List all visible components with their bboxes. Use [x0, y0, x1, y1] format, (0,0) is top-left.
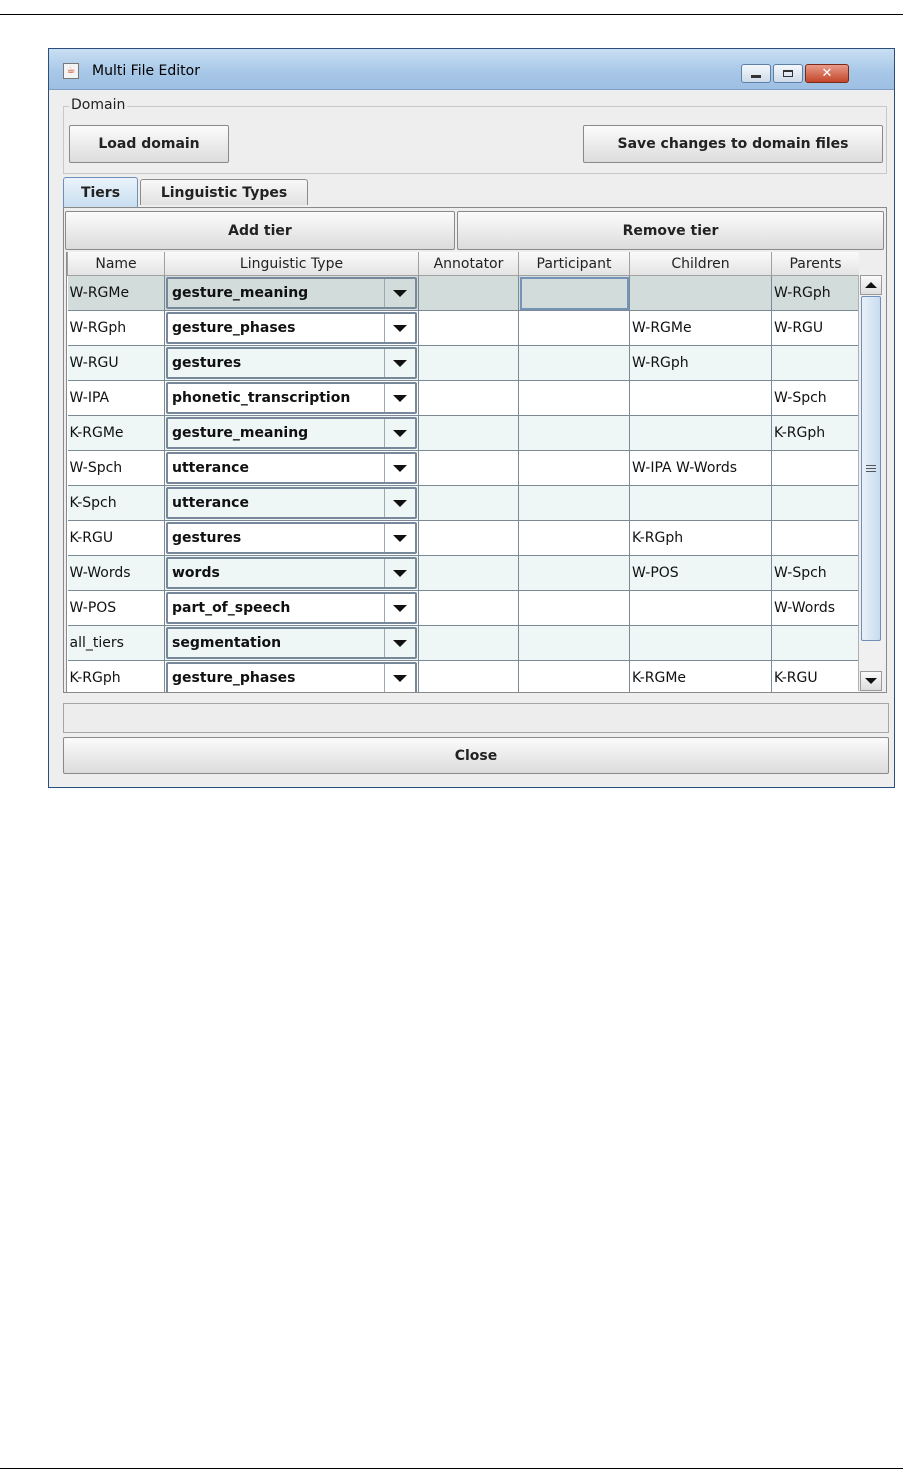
cell-participant[interactable] — [519, 591, 630, 626]
cell-annotator[interactable] — [419, 416, 519, 451]
cell-name[interactable]: W-POS — [68, 591, 165, 626]
cell-parents[interactable]: W-Words — [772, 591, 860, 626]
save-domain-button[interactable]: Save changes to domain files — [583, 125, 883, 163]
linguistic-type-dropdown[interactable] — [166, 662, 417, 692]
linguistic-type-value: words — [172, 565, 220, 581]
chevron-down-icon — [393, 430, 407, 437]
dropdown-arrow-button[interactable] — [384, 594, 415, 622]
cell-annotator[interactable] — [419, 626, 519, 661]
chevron-down-icon — [393, 360, 407, 367]
tiers-table — [66, 252, 859, 692]
linguistic-type-value: gestures — [172, 530, 242, 546]
cell-children[interactable] — [630, 626, 772, 661]
cell-children[interactable] — [630, 416, 772, 451]
cell-participant[interactable] — [519, 661, 630, 693]
grip-icon — [866, 465, 876, 472]
cell-name[interactable]: K-Spch — [68, 486, 165, 521]
status-bar — [63, 703, 889, 733]
linguistic-type-dropdown[interactable] — [166, 347, 417, 379]
tab-tiers[interactable]: Tiers — [63, 177, 138, 207]
cell-annotator[interactable] — [419, 276, 519, 311]
cell-children[interactable] — [630, 591, 772, 626]
table-vertical-scrollbar[interactable] — [858, 275, 884, 691]
table-header-row — [68, 252, 860, 276]
cell-parents[interactable]: W-RGph — [772, 276, 860, 311]
dropdown-arrow-button[interactable] — [384, 314, 415, 342]
table-row[interactable] — [68, 416, 860, 451]
close-icon: ✕ — [821, 66, 833, 81]
chevron-down-icon — [393, 535, 407, 542]
linguistic-type-value: segmentation — [172, 635, 282, 651]
cell-annotator[interactable] — [419, 486, 519, 521]
cell-children[interactable]: W-POS — [630, 556, 772, 591]
cell-annotator[interactable] — [419, 521, 519, 556]
cell-parents[interactable] — [772, 521, 860, 556]
cell-linguistic-type[interactable] — [165, 556, 419, 591]
table-row[interactable] — [68, 661, 860, 693]
maximize-icon — [783, 70, 793, 77]
chevron-down-icon — [393, 395, 407, 402]
linguistic-type-value: gesture_phases — [172, 670, 296, 686]
cell-linguistic-type[interactable] — [165, 276, 419, 311]
cell-participant[interactable] — [519, 521, 630, 556]
cell-parents[interactable] — [772, 451, 860, 486]
cell-children[interactable]: K-RGMe — [630, 661, 772, 693]
cell-children[interactable] — [630, 276, 772, 311]
cell-linguistic-type[interactable] — [165, 451, 419, 486]
dropdown-arrow-button[interactable] — [384, 384, 415, 412]
linguistic-type-value: gestures — [172, 355, 242, 371]
chevron-down-icon — [393, 465, 407, 472]
table-body — [68, 276, 860, 693]
cell-parents[interactable] — [772, 346, 860, 381]
cell-participant[interactable] — [519, 556, 630, 591]
cell-name[interactable]: W-IPA — [68, 381, 165, 416]
cell-children[interactable] — [630, 381, 772, 416]
domain-legend: Domain — [71, 97, 126, 113]
dropdown-arrow-button[interactable] — [384, 559, 415, 587]
cell-parents[interactable]: W-Spch — [772, 556, 860, 591]
linguistic-type-dropdown[interactable] — [166, 312, 417, 344]
cell-participant[interactable] — [519, 381, 630, 416]
table-row[interactable] — [68, 346, 860, 381]
chevron-down-icon — [393, 290, 407, 297]
cell-participant[interactable] — [519, 486, 630, 521]
column-header-children[interactable]: Children — [630, 252, 772, 276]
dropdown-arrow-button[interactable] — [384, 279, 415, 307]
remove-tier-button[interactable]: Remove tier — [457, 211, 884, 250]
table-row[interactable] — [68, 521, 860, 556]
cell-linguistic-type[interactable] — [165, 311, 419, 346]
dropdown-arrow-button[interactable] — [384, 664, 415, 692]
column-header-participant[interactable]: Participant — [519, 252, 630, 276]
cell-parents[interactable] — [772, 626, 860, 661]
cell-participant[interactable] — [519, 311, 630, 346]
cell-annotator[interactable] — [419, 346, 519, 381]
scroll-thumb[interactable] — [861, 296, 881, 641]
chevron-down-icon — [393, 570, 407, 577]
cell-parents[interactable]: W-RGU — [772, 311, 860, 346]
cell-parents[interactable]: K-RGph — [772, 416, 860, 451]
cell-name[interactable]: W-RGph — [68, 311, 165, 346]
tab-linguistic-types[interactable]: Linguistic Types — [140, 179, 308, 205]
linguistic-type-value: gesture_meaning — [172, 425, 309, 441]
scroll-down-button[interactable] — [860, 671, 882, 691]
table-row[interactable] — [68, 626, 860, 661]
cell-children[interactable]: W-IPA W-Words — [630, 451, 772, 486]
linguistic-type-dropdown[interactable] — [166, 277, 417, 309]
cell-name[interactable]: W-RGMe — [68, 276, 165, 311]
linguistic-type-value: part_of_speech — [172, 600, 291, 616]
table-row[interactable] — [68, 381, 860, 416]
minimize-icon — [751, 75, 761, 78]
cell-participant[interactable] — [519, 451, 630, 486]
cell-linguistic-type[interactable] — [165, 661, 419, 693]
cell-name[interactable]: K-RGU — [68, 521, 165, 556]
chevron-down-icon — [393, 325, 407, 332]
cell-name[interactable]: all_tiers — [68, 626, 165, 661]
cell-children[interactable]: K-RGph — [630, 521, 772, 556]
minimize-button[interactable] — [741, 64, 771, 83]
linguistic-type-dropdown[interactable] — [166, 487, 417, 519]
cell-children[interactable]: W-RGMe — [630, 311, 772, 346]
linguistic-type-value: phonetic_transcription — [172, 390, 351, 406]
cell-parents[interactable] — [772, 486, 860, 521]
linguistic-type-dropdown[interactable] — [166, 522, 417, 554]
cell-participant[interactable] — [519, 626, 630, 661]
linguistic-type-value: utterance — [172, 460, 249, 476]
chevron-down-icon — [393, 675, 407, 682]
cell-annotator[interactable] — [419, 591, 519, 626]
linguistic-type-dropdown[interactable] — [166, 627, 417, 659]
cell-linguistic-type[interactable] — [165, 626, 419, 661]
cell-participant[interactable] — [519, 416, 630, 451]
dropdown-arrow-button[interactable] — [384, 629, 415, 657]
maximize-button[interactable] — [773, 64, 803, 83]
window-title: Multi File Editor — [92, 63, 200, 79]
page-bottom-rule — [0, 1468, 903, 1469]
cell-annotator[interactable] — [419, 451, 519, 486]
cell-name[interactable]: W-Spch — [68, 451, 165, 486]
cell-annotator[interactable] — [419, 381, 519, 416]
close-button[interactable]: Close — [63, 737, 889, 774]
cell-parents[interactable]: K-RGU — [772, 661, 860, 693]
table-row[interactable] — [68, 276, 860, 311]
cell-name[interactable]: W-RGU — [68, 346, 165, 381]
table-row[interactable] — [68, 556, 860, 591]
chevron-down-icon — [393, 640, 407, 647]
linguistic-type-dropdown[interactable] — [166, 592, 417, 624]
chevron-up-icon — [865, 282, 877, 288]
cell-children[interactable] — [630, 486, 772, 521]
cell-linguistic-type[interactable] — [165, 486, 419, 521]
linguistic-type-value: gesture_meaning — [172, 285, 309, 301]
cell-linguistic-type[interactable] — [165, 346, 419, 381]
dropdown-arrow-button[interactable] — [384, 454, 415, 482]
cell-linguistic-type[interactable] — [165, 591, 419, 626]
linguistic-type-value: gesture_phases — [172, 320, 296, 336]
linguistic-type-dropdown[interactable] — [166, 417, 417, 449]
scroll-up-button[interactable] — [860, 275, 882, 295]
column-header-annotator[interactable]: Annotator — [419, 252, 519, 276]
cell-annotator[interactable] — [419, 556, 519, 591]
add-tier-button[interactable]: Add tier — [65, 211, 455, 250]
dropdown-arrow-button[interactable] — [384, 419, 415, 447]
cell-name[interactable]: K-RGph — [68, 661, 165, 693]
title-bar[interactable] — [49, 49, 894, 90]
cell-linguistic-type[interactable] — [165, 521, 419, 556]
chevron-down-icon — [393, 605, 407, 612]
page-top-rule — [0, 14, 903, 15]
dropdown-arrow-button[interactable] — [384, 524, 415, 552]
cell-participant[interactable] — [519, 276, 630, 311]
linguistic-type-dropdown[interactable] — [166, 557, 417, 589]
cell-name[interactable]: K-RGMe — [68, 416, 165, 451]
table-row[interactable] — [68, 591, 860, 626]
cell-participant[interactable] — [519, 346, 630, 381]
table-row[interactable] — [68, 311, 860, 346]
cell-parents[interactable]: W-Spch — [772, 381, 860, 416]
linguistic-type-value: utterance — [172, 495, 249, 511]
cell-annotator[interactable] — [419, 661, 519, 693]
linguistic-type-dropdown[interactable] — [166, 452, 417, 484]
close-window-button[interactable] — [805, 64, 849, 83]
cell-annotator[interactable] — [419, 311, 519, 346]
load-domain-button[interactable]: Load domain — [69, 125, 229, 163]
dropdown-arrow-button[interactable] — [384, 489, 415, 517]
table-row[interactable] — [68, 486, 860, 521]
linguistic-type-dropdown[interactable] — [166, 382, 417, 414]
java-cup-icon: ☕ — [63, 63, 79, 79]
column-header-linguistic-type[interactable]: Linguistic Type — [165, 252, 419, 276]
chevron-down-icon — [865, 678, 877, 684]
cell-linguistic-type[interactable] — [165, 381, 419, 416]
table-row[interactable] — [68, 451, 860, 486]
cell-linguistic-type[interactable] — [165, 416, 419, 451]
chevron-down-icon — [393, 500, 407, 507]
dropdown-arrow-button[interactable] — [384, 349, 415, 377]
cell-children[interactable]: W-RGph — [630, 346, 772, 381]
column-header-parents[interactable]: Parents — [772, 252, 860, 276]
column-header-name[interactable]: Name — [68, 252, 165, 276]
multi-file-editor-window — [48, 48, 895, 788]
cell-name[interactable]: W-Words — [68, 556, 165, 591]
